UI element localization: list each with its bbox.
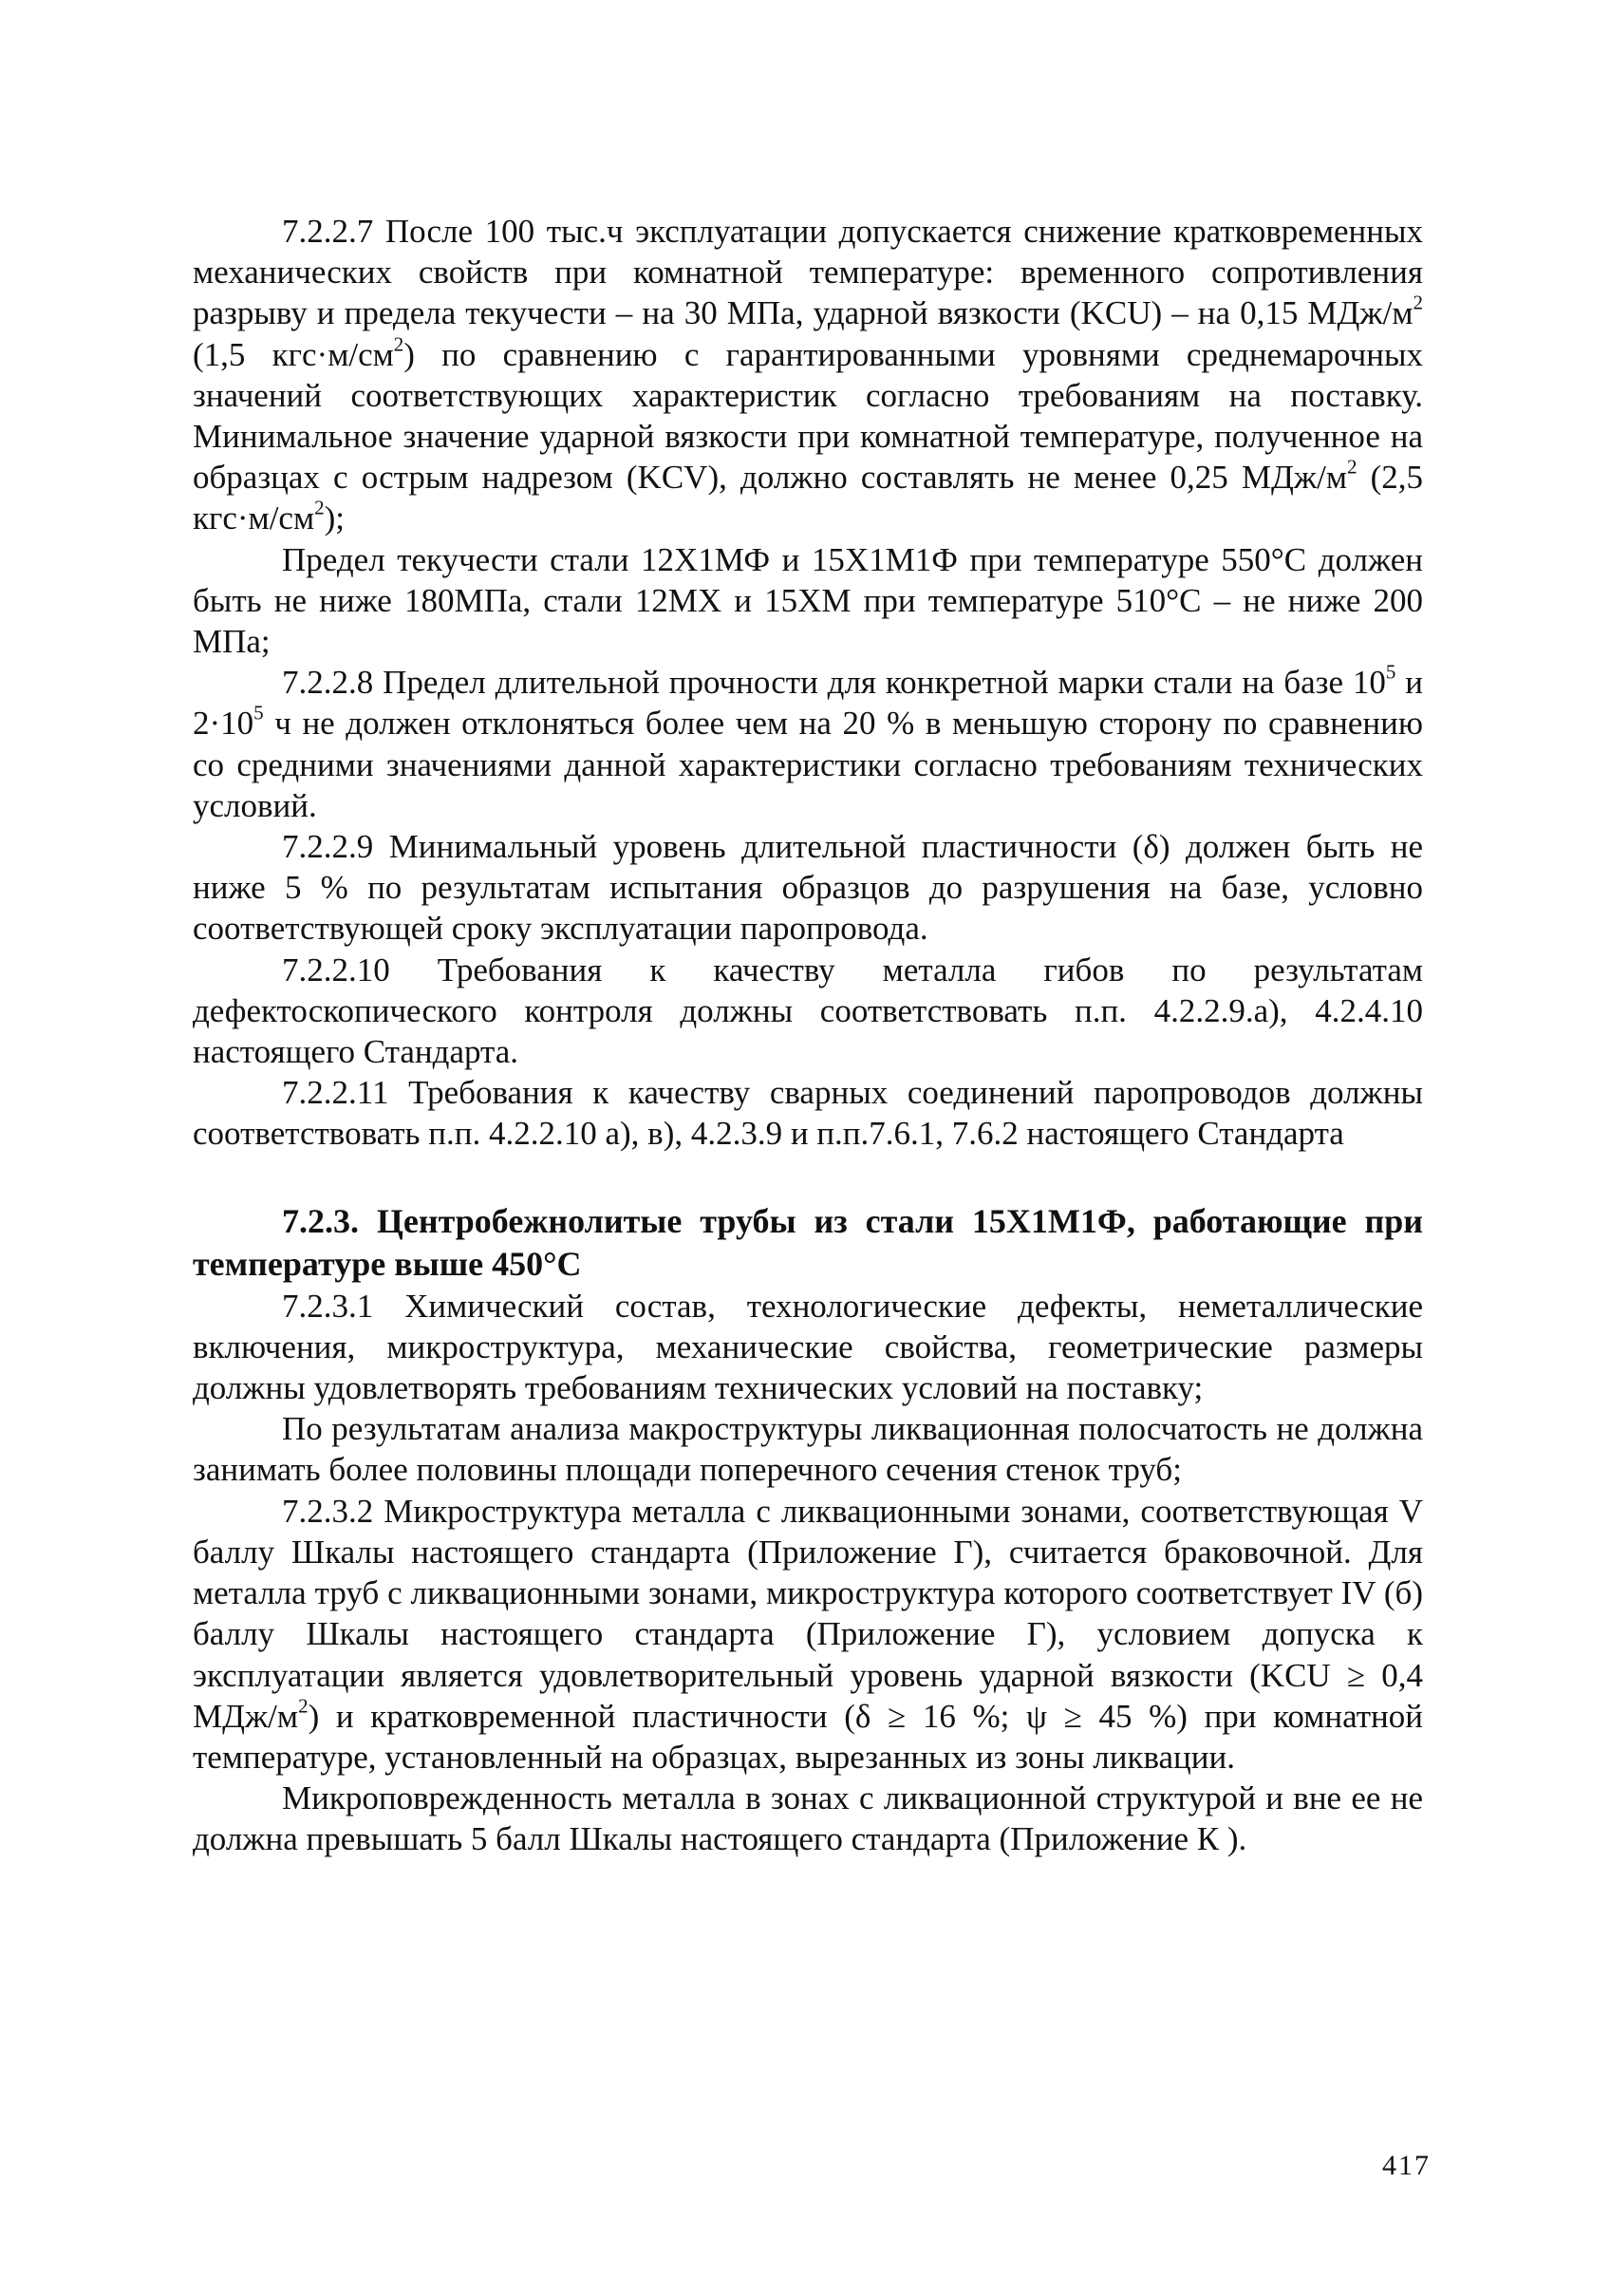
paragraph-text: 7.2.2.8 Предел длительной прочности для конкретной марки стали на базе 10 (282, 664, 1386, 702)
superscript: 5 (1385, 660, 1396, 684)
paragraph-text: ); (324, 499, 345, 537)
paragraph-text: (1,5 кгс·м/см (193, 335, 394, 373)
paragraph-7-2-2-10: 7.2.2.10 Требования к качеству металла гибов по результатам дефектоскопического контроля должны соответствовать п.п. 4.2.2.9.а), 4.2.4.10 настоящего Стандарта. (193, 950, 1423, 1071)
paragraph-7-2-2-8 (193, 662, 1423, 826)
document-body (193, 211, 1423, 1860)
paragraph-7-2-2-11: 7.2.2.11 Требования к качеству сварных соединений паропроводов должны соответствовать п.п. 4.2.2.10 а), в), 4.2.3.9 и п.п.7.6.1, 7.6.2 настоящего Стандарта (193, 1074, 1423, 1153)
paragraph-text: и 2·10 (193, 664, 1423, 743)
superscript: 2 (393, 331, 404, 355)
paragraph-text: 7.2.3.2 Микроструктура металла с ликвационными зонами, соответствующая V баллу Шкалы настоящего стандарта (Приложение Г), считается браковочной. Для металла труб с ликвационными зонами, микроструктура которого соответствует IV (б) баллу Шкалы настоящего стандарта (Приложение Г), условием допуска к эксплуатации является удовлетворительный уровень ударной вязкости (KCU ≥ 0,4 МДж/м (193, 1492, 1423, 1735)
superscript: 2 (1346, 455, 1357, 479)
section-heading-7-2-3: 7.2.3. Центробежнолитые трубы из стали 15Х1М1Ф, работающие при температуре выше 450°С (193, 1201, 1423, 1283)
paragraph-text: ) и кратковременной пластичности (δ ≥ 16 %; ψ ≥ 45 %) при комнатной температуре, установленный на образцах, вырезанных из зоны ликвации. (193, 1697, 1423, 1776)
paragraph-text: (2,5 кгс·м/см (193, 459, 1423, 537)
page-number: 417 (1382, 2150, 1431, 2181)
paragraph-7-2-2-9: 7.2.2.9 Минимальный уровень длительной пластичности (δ) должен быть не ниже 5 % по результатам испытания образцов до разрушения на базе, условно соответствующей сроку эксплуатации паропровода. (193, 828, 1423, 948)
paragraph-7-2-3-1: 7.2.3.1 Химический состав, технологические дефекты, неметаллические включения, микроструктура, механические свойства, геометрические размеры должны удовлетворять требованиям технических условий на поставку; (193, 1287, 1423, 1407)
superscript: 5 (253, 701, 264, 725)
paragraph-yield-strength: Предел текучести стали 12Х1МФ и 15Х1М1Ф при температуре 550°С должен быть не ниже 180МПа, стали 12МХ и 15ХМ при температуре 510°С – не ниже 200 МПа; (193, 540, 1423, 661)
paragraph-microdamage: Микроповрежденность металла в зонах с ликвационной структурой и вне ее не должна превышать 5 балл Шкалы настоящего стандарта (Приложение К ). (193, 1779, 1423, 1858)
paragraph-text: ) по сравнению с гарантированными уровнями среднемарочных значений соответствующих характеристик согласно требованиям на поставку. Минимальное значение ударной вязкости при комнатной температуре, полученное на образцах с острым надрезом (KCV), должно составлять не менее 0,25 МДж/м (193, 335, 1423, 497)
paragraph-text: 7.2.2.7 После 100 тыс.ч эксплуатации допускается снижение кратковременных механических свойств при комнатной температуре: временного сопротивления разрыву и предела текучести – на 30 МПа, ударной вязкости (KCU) – на 0,15 МДж/м (193, 213, 1423, 332)
superscript: 2 (314, 496, 325, 519)
paragraph-7-2-2-7 (193, 211, 1423, 539)
superscript: 2 (298, 1693, 309, 1717)
paragraph-text: ч не должен отклоняться более чем на 20 % в меньшую сторону по сравнению со средними значениями данной характеристики согласно требованиям технических условий. (193, 705, 1423, 824)
superscript: 2 (1413, 291, 1423, 314)
paragraph-macrostructure: По результатам анализа макроструктуры ликвационная полосчатость не должна занимать более половины площади поперечного сечения стенок труб; (193, 1410, 1423, 1489)
paragraph-7-2-3-2 (193, 1491, 1423, 1778)
